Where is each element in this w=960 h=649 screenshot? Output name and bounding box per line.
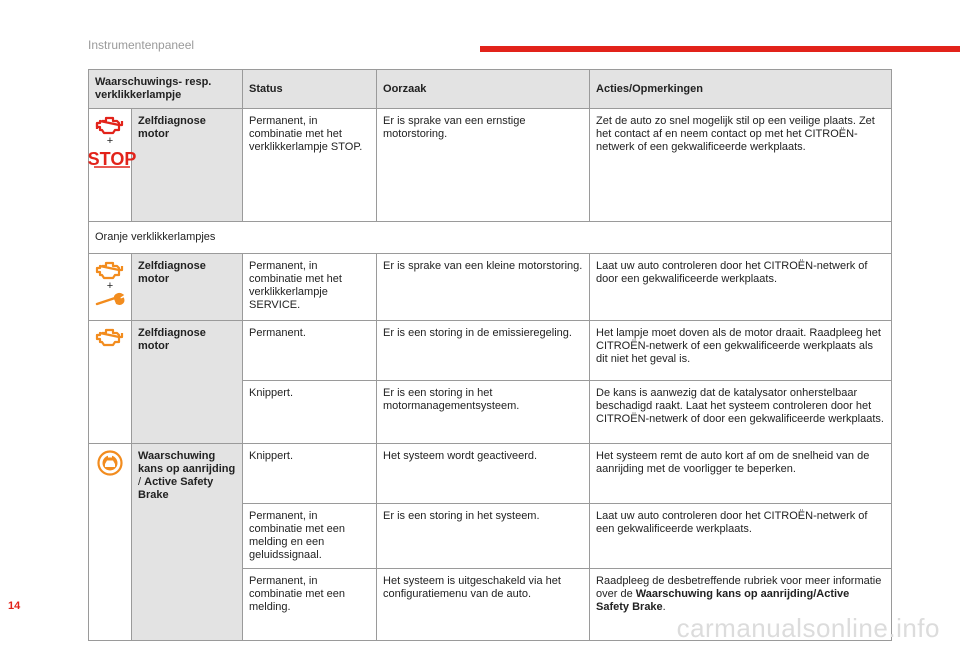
lamp-name: Zelfdiagnose motor (132, 109, 243, 222)
lamp-name: Zelfdiagnose motor (132, 321, 243, 444)
status-text: Permanent, in combinatie met het verklikkerlampje STOP. (243, 109, 377, 222)
svg-text:STOP: STOP (87, 149, 137, 169)
lamp-icon-cell (89, 444, 132, 641)
action-text-part: . (662, 601, 666, 613)
header-actions: Acties/Opmerkingen (590, 70, 892, 109)
header-accent-bar (480, 46, 960, 52)
section-title: Instrumentenpaneel (88, 38, 195, 52)
action-text: Zet de auto zo snel mogelijk stil op een veilige plaats. Zet het contact af en neem contact op met het CITROËN-netwerk of een gekwalificeerde werkplaats. (590, 109, 892, 222)
header-lamp: Waarschuwings- resp. verklikkerlampje (89, 70, 243, 109)
page-number: 14 (8, 600, 21, 612)
action-text: De kans is aanwezig dat de katalysator onherstelbaar beschadigd raakt. Laat het systeem controleren door het CITROËN-netwerk of door een gekwalificeerde werkplaats. (590, 381, 892, 444)
action-text: Het systeem remt de auto kort af om de snelheid van de aanrijding met de voorligger te beperken. (590, 444, 892, 504)
table-row (89, 109, 892, 222)
header-status: Status (243, 70, 377, 109)
header-cause: Oorzaak (377, 70, 590, 109)
table-row (89, 254, 892, 321)
plus-sign: + (106, 135, 114, 147)
engine-icon (95, 327, 125, 347)
engine-icon (95, 260, 125, 280)
engine-icon (95, 115, 125, 135)
lamp-icon-cell (89, 321, 132, 444)
lamp-name-sep: / (138, 476, 145, 488)
action-text-part: Raadpleeg de desbetreffende rubriek voor meer informatie over de (596, 575, 882, 600)
table-header-row (89, 70, 892, 109)
table-row (89, 444, 892, 504)
table-row (89, 321, 892, 381)
cause-text: Er is sprake van een ernstige motorstoring. (377, 109, 590, 222)
stop-icon (87, 148, 137, 169)
wrench-icon (95, 293, 125, 309)
status-text: Permanent, in combinatie met een melding. (243, 569, 377, 641)
cause-text: Er is sprake van een kleine motorstoring. (377, 254, 590, 321)
lamp-icon-cell (87, 109, 137, 222)
watermark: carmanualsonline.info (676, 613, 940, 643)
lamp-name-part: Active Safety Brake (138, 476, 214, 501)
action-text: Het lampje moet doven als de motor draait. Raadpleeg het CITROËN-netwerk of een gekwalificeerde werkplaats als dit niet het geval is. (590, 321, 892, 381)
lamp-name (132, 444, 243, 641)
plus-sign: + (106, 280, 114, 292)
cause-text: Er is een storing in de emissieregeling. (377, 321, 590, 381)
action-text-bold: Waarschuwing kans op aanrijding/Active Safety Brake (596, 588, 850, 613)
warning-lamp-table (88, 69, 892, 641)
status-text: Permanent, in combinatie met een melding en een geluidssignaal. (243, 504, 377, 569)
lamp-icon-cell (89, 254, 132, 321)
section-row (89, 222, 892, 254)
action-text: Laat uw auto controleren door het CITROËN-netwerk of door een gekwalificeerde werkplaats. (590, 254, 892, 321)
cause-text: Er is een storing in het motormanagementsysteem. (377, 381, 590, 444)
lamp-name: Zelfdiagnose motor (132, 254, 243, 321)
status-text: Knippert. (243, 381, 377, 444)
cause-text: Het systeem wordt geactiveerd. (377, 444, 590, 504)
status-text: Permanent. (243, 321, 377, 381)
status-text: Permanent, in combinatie met het verklikkerlampje SERVICE. (243, 254, 377, 321)
collision-warning-icon (97, 450, 123, 476)
action-text: Laat uw auto controleren door het CITROËN-netwerk of een gekwalificeerde werkplaats. (590, 504, 892, 569)
section-label: Oranje verklikkerlampjes (89, 222, 892, 254)
cause-text: Er is een storing in het systeem. (377, 504, 590, 569)
cause-text: Het systeem is uitgeschakeld via het configuratiemenu van de auto. (377, 569, 590, 641)
lamp-name-part: Waarschuwing kans op aanrijding (138, 450, 236, 475)
status-text: Knippert. (243, 444, 377, 504)
